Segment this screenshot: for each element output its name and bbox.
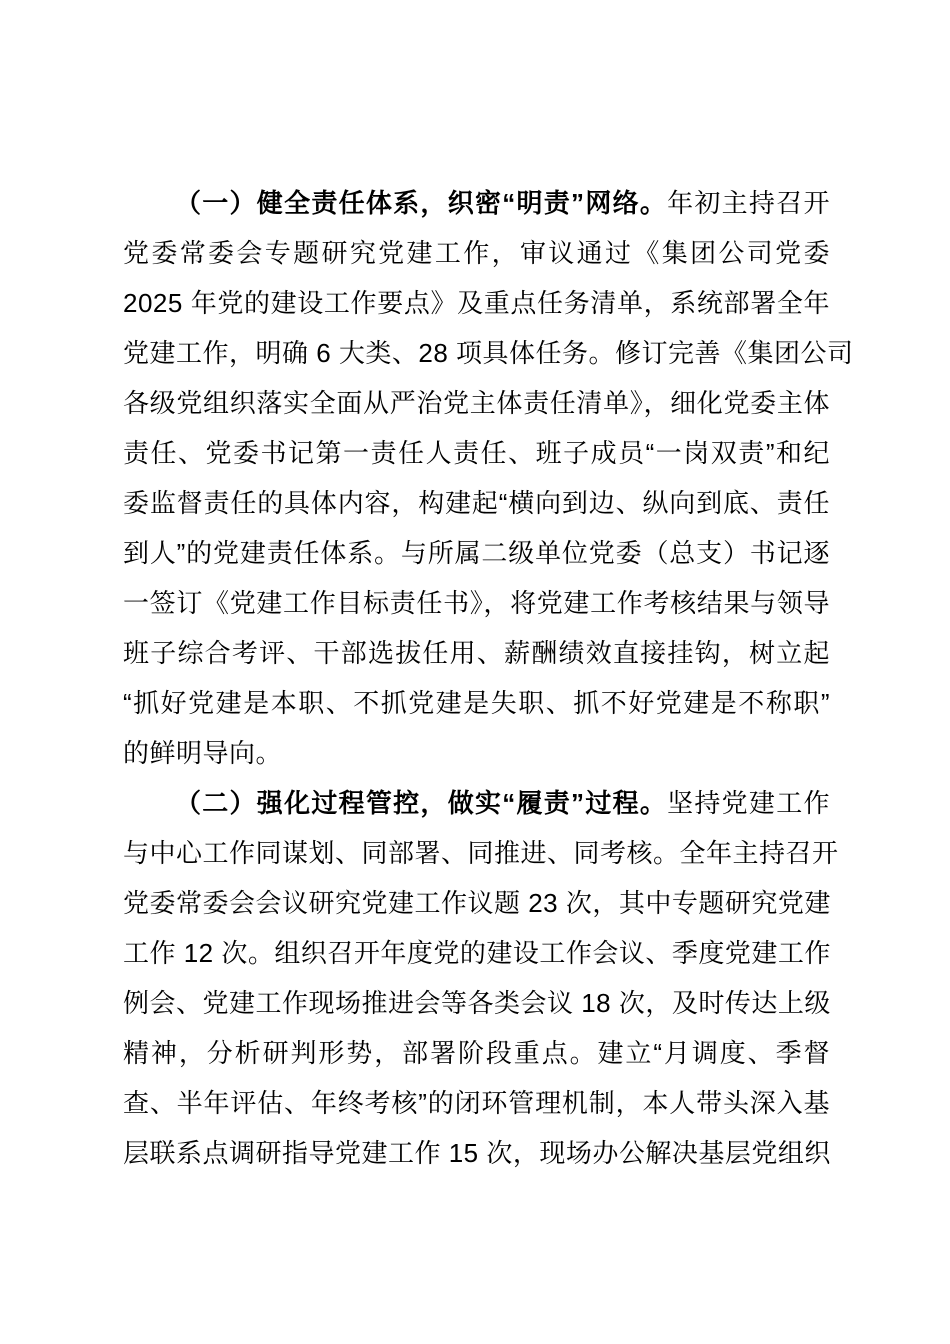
text-line: 党委常委会会议研究党建工作议题 23 次，其中专题研究党建 — [123, 888, 831, 918]
text-line: 到人”的党建责任体系。与所属二级单位党委（总支）书记逐 — [123, 538, 830, 568]
text-line: 查、半年评估、年终考核”的闭环管理机制，本人带头深入基 — [123, 1088, 830, 1118]
text-line: 各级党组织落实全面从严治党主体责任清单》，细化党委主体 — [123, 388, 830, 418]
text-line: 委监督责任的具体内容，构建起“横向到边、纵向到底、责任 — [123, 488, 830, 518]
text-line: 党委常委会专题研究党建工作，审议通过《集团公司党委 — [123, 238, 830, 268]
paragraph-responsibility-system — [123, 178, 854, 778]
text-line: “抓好党建是本职、不抓党建是失职、抓不好党建是不称职” — [123, 688, 830, 718]
text-line: 精神，分析研判形势，部署阶段重点。建立“月调度、季督 — [123, 1038, 830, 1068]
text-line: 责任、党委书记第一责任人责任、班子成员“一岗双责”和纪 — [123, 438, 830, 468]
text-line: 的鲜明导向。 — [123, 738, 283, 768]
paragraph-process-control — [123, 778, 839, 1178]
text-line: 党建工作，明确 6 大类、28 项具体任务。修订完善《集团公司 — [123, 338, 854, 368]
section-2-line-rest: 坚持党建工作 — [667, 788, 830, 818]
text-line: 班子综合考评、干部选拔任用、薪酬绩效直接挂钩，树立起 — [123, 638, 830, 668]
section-1-line-rest: 年初主持召开 — [667, 188, 830, 218]
text-line — [123, 778, 830, 828]
text-line: 一签订《党建工作目标责任书》，将党建工作考核结果与领导 — [123, 588, 830, 618]
section-1-heading: （一）健全责任体系，织密“明责”网络。 — [175, 188, 668, 218]
text-line: 2025 年党的建设工作要点》及重点任务清单，系统部署全年 — [123, 288, 830, 318]
text-line — [123, 178, 830, 228]
text-line: 工作 12 次。组织召开年度党的建设工作会议、季度党建工作 — [123, 938, 831, 968]
text-line: 层联系点调研指导党建工作 15 次，现场办公解决基层党组织 — [123, 1138, 831, 1168]
text-line: 与中心工作同谋划、同部署、同推进、同考核。全年主持召开 — [123, 838, 839, 868]
text-line: 例会、党建工作现场推进会等各类会议 18 次，及时传达上级 — [123, 988, 831, 1018]
section-2-heading: （二）强化过程管控，做实“履责”过程。 — [175, 788, 668, 818]
